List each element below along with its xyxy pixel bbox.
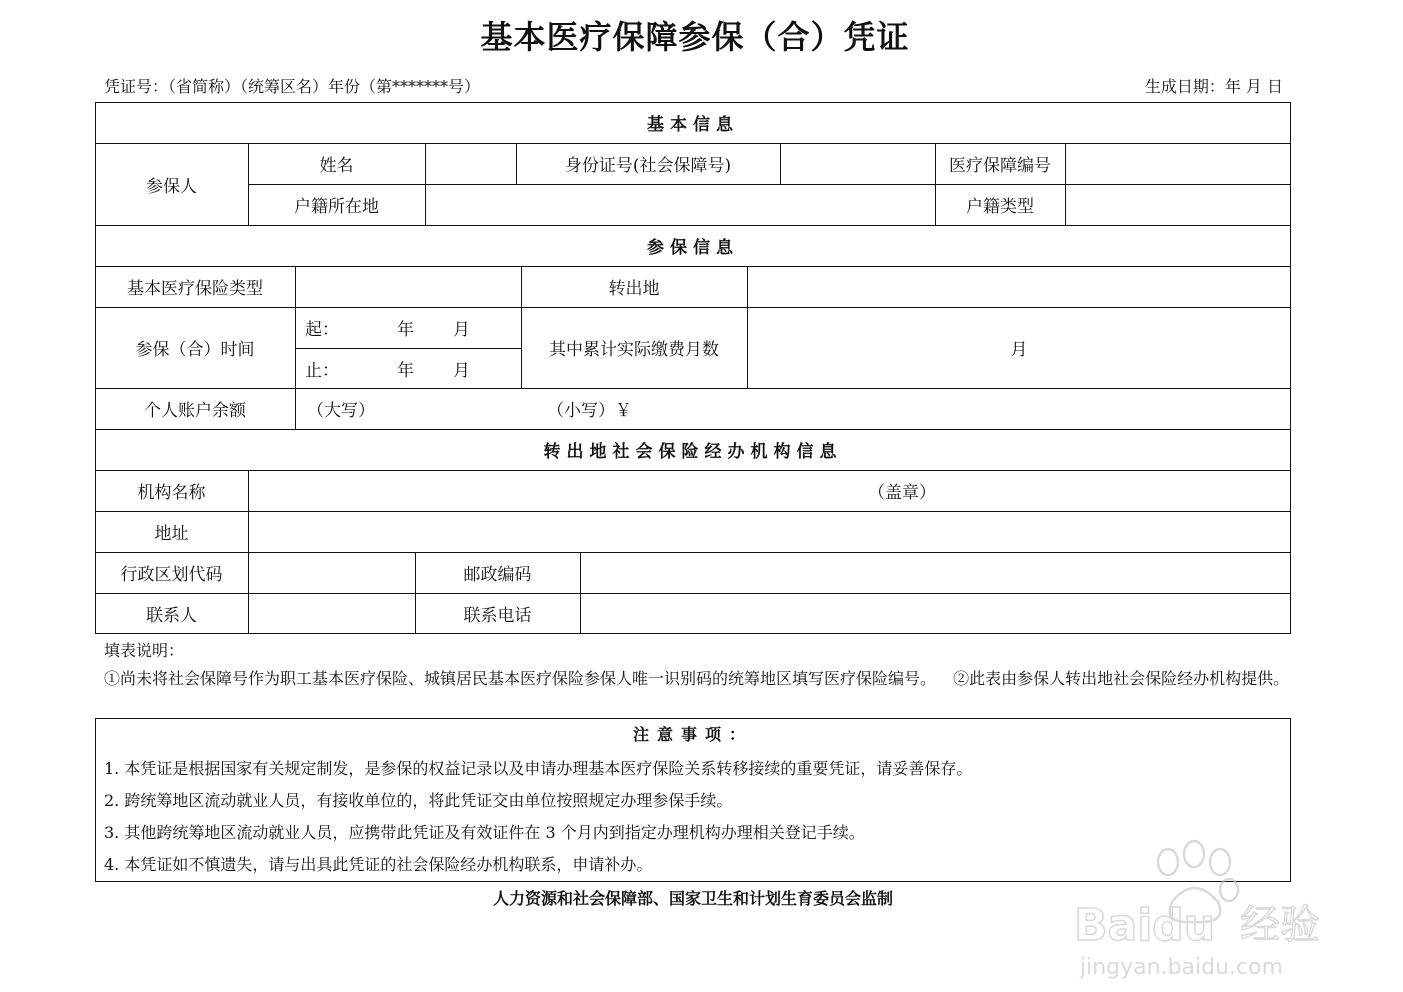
- baidu-jingyan-watermark: [1072, 832, 1342, 982]
- instruction-item-1: ①尚未将社会保障号作为职工基本医疗保险、城镇居民基本医疗保险参保人唯一识别码的统筹地区填写医疗保险编号。: [104, 669, 937, 688]
- medical-security-number-label: 医疗保障编号: [949, 156, 1051, 176]
- account-balance-value-cell[interactable]: [295, 388, 1291, 429]
- document-title: 基本医疗保障参保（合）凭证: [480, 18, 910, 56]
- caution-item-1: 1. 本凭证是根据国家有关规定制发，是参保的权益记录以及申请办理基本医疗保险关系转移接续的重要凭证，请妥善保存。: [104, 759, 973, 778]
- instruction-item-2: ②此表由参保人转出地社会保险经办机构提供。: [953, 669, 1290, 688]
- caution-item-3: 3. 其他跨统筹地区流动就业人员，应携带此凭证及有效证件在 3 个月内到指定办理机构办理相关登记手续。: [104, 823, 865, 842]
- balance-lower-case-label: （小写）￥: [547, 401, 632, 421]
- agency-address-label: 地址: [154, 524, 189, 544]
- paid-months-value-cell[interactable]: [747, 307, 1291, 388]
- period-end-year: 年: [397, 360, 414, 381]
- period-start-month: 月: [453, 320, 470, 340]
- voucher-number: 凭证号：（省简称）（统筹区名）年份（第*******号）: [104, 77, 481, 96]
- transfer-out-value-cell[interactable]: [747, 266, 1291, 307]
- agency-name-value-cell[interactable]: [248, 470, 1291, 511]
- agency-address-value-cell[interactable]: [248, 511, 1291, 552]
- agency-name-label: 机构名称: [137, 483, 206, 503]
- instructions-heading: 填表说明：: [104, 641, 185, 660]
- insurance-type-value-cell[interactable]: [295, 266, 521, 307]
- watermark-graphic: [1072, 832, 1342, 982]
- area-code-label: 行政区划代码: [120, 565, 223, 585]
- medical-security-number-value-cell[interactable]: [1065, 143, 1291, 184]
- cautions-title: 注意事项：: [632, 725, 753, 744]
- household-location-value-cell[interactable]: [425, 184, 935, 225]
- watermark-suffix: 经验: [1240, 902, 1320, 948]
- section-agency-info: 转出地社会保险经办机构信息: [543, 442, 843, 462]
- postcode-label: 邮政编码: [463, 565, 532, 585]
- name-label: 姓名: [319, 156, 354, 176]
- seal-placeholder: （盖章）: [868, 483, 936, 503]
- name-value-cell[interactable]: [425, 143, 516, 184]
- household-type-value-cell[interactable]: [1065, 184, 1291, 225]
- section-insurance-info: 参保信息: [647, 238, 739, 258]
- contact-person-value-cell[interactable]: [248, 593, 415, 634]
- caution-item-4: 4. 本凭证如不慎遗失，请与出具此凭证的社会保险经办机构联系，申请补办。: [104, 855, 653, 874]
- watermark-url: jingyan.baidu.com: [1080, 955, 1284, 980]
- postcode-value-cell[interactable]: [580, 552, 1291, 593]
- insurance-period-label: 参保（合）时间: [135, 340, 255, 360]
- instructions-text: [104, 667, 1294, 691]
- paid-months-unit: 月: [1010, 340, 1028, 360]
- contact-phone-label: 联系电话: [463, 606, 532, 626]
- household-location-label: 户籍所在地: [294, 197, 379, 217]
- period-start-row[interactable]: [295, 307, 521, 348]
- period-end-month: 月: [453, 360, 470, 381]
- id-number-label: 身份证号(社会保障号): [564, 156, 732, 176]
- id-number-value-cell[interactable]: [780, 143, 935, 184]
- insurance-type-label: 基本医疗保险类型: [127, 279, 263, 299]
- period-end-prefix: 止：: [305, 360, 339, 381]
- contact-phone-value-cell[interactable]: [580, 593, 1291, 634]
- period-start-year: 年: [397, 320, 414, 340]
- household-type-label: 户籍类型: [966, 197, 1034, 217]
- generation-date: 生成日期：年 月 日: [1144, 77, 1283, 96]
- paid-months-label: 其中累计实际缴费月数: [549, 340, 719, 360]
- contact-person-label: 联系人: [146, 606, 197, 626]
- section-basic-info: 基本信息: [647, 115, 739, 135]
- transfer-out-label: 转出地: [608, 279, 660, 299]
- issuer-footer: 人力资源和社会保障部、国家卫生和计划生育委员会监制: [492, 889, 893, 908]
- insured-person-label: 参保人: [146, 176, 197, 197]
- caution-item-2: 2. 跨统筹地区流动就业人员，有接收单位的，将此凭证交由单位按照规定办理参保手续。: [104, 791, 733, 810]
- balance-upper-case-label: （大写）: [307, 401, 375, 421]
- period-end-row[interactable]: [295, 348, 521, 388]
- watermark-brand: Baidu: [1074, 900, 1216, 951]
- area-code-value-cell[interactable]: [248, 552, 415, 593]
- period-start-prefix: 起：: [305, 320, 339, 340]
- account-balance-label: 个人账户余额: [144, 401, 246, 421]
- voucher-form-table: [95, 102, 1291, 634]
